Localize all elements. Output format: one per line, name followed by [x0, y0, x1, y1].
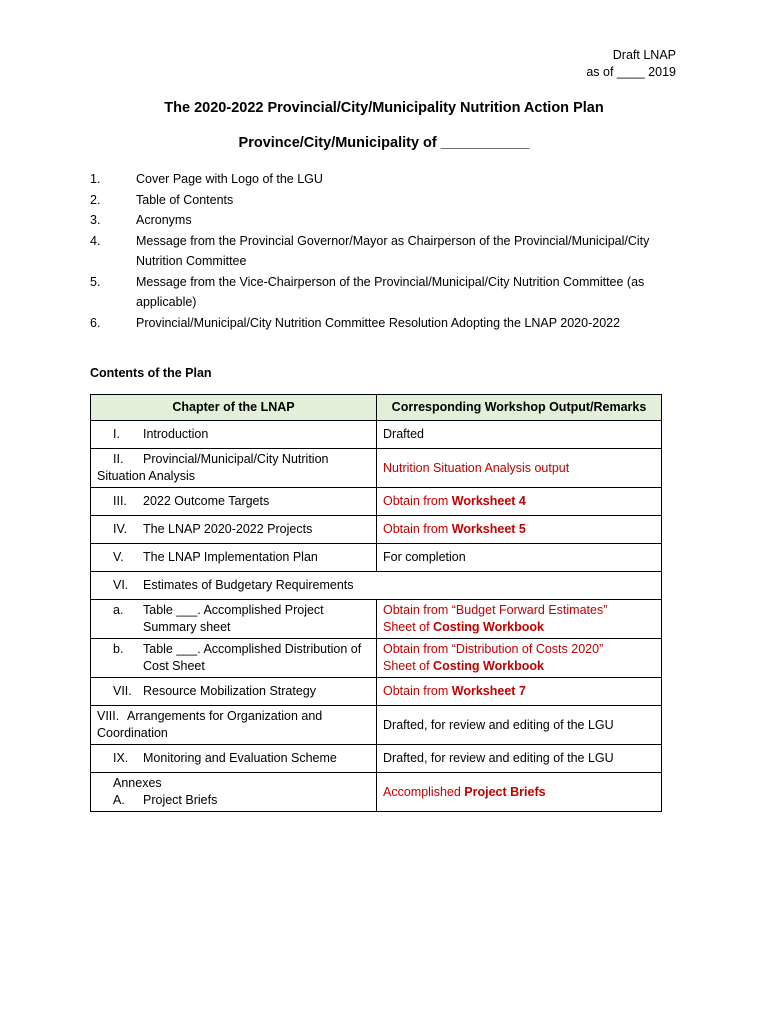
plan-contents-table: [90, 394, 662, 812]
list-text: Message from the Provincial Governor/Mayor as Chairperson of the Provincial/Municipal/City Nutrition Committee: [136, 233, 650, 268]
chapter-title: 2022 Outcome Targets: [143, 494, 270, 508]
remark-text: Nutrition Situation Analysis output: [383, 460, 570, 475]
chapter-cell: [91, 600, 377, 639]
chapter-number: V.: [113, 550, 124, 564]
chapter-cell: [91, 572, 662, 600]
as-of-label: as of ____ 2019: [586, 65, 676, 79]
document-title: The 2020-2022 Provincial/City/Municipality Nutrition Action Plan: [164, 100, 604, 116]
column-header: Chapter of the LNAP: [91, 395, 377, 421]
chapter-title: Monitoring and Evaluation Scheme: [143, 751, 337, 765]
remark-text: For completion: [383, 550, 466, 564]
chapter-title: Resource Mobilization Strategy: [143, 684, 316, 698]
sub-number: A.: [113, 793, 125, 807]
remark-text: Sheet of: [383, 659, 434, 673]
remark-text: Drafted, for review and editing of the LGU: [383, 717, 614, 732]
remark-cell: [377, 516, 662, 544]
remark-emphasis: Costing Workbook: [433, 620, 544, 634]
remark-text: Obtain from: [383, 494, 452, 508]
remark-cell: [377, 706, 662, 745]
chapter-title: Introduction: [143, 427, 209, 441]
list-item: [90, 231, 650, 272]
table-row: [91, 773, 662, 812]
annexes-label: Annexes: [113, 776, 162, 790]
list-number: 5.: [90, 274, 101, 289]
remark-cell: [377, 773, 662, 812]
list-number: 6.: [90, 315, 101, 330]
table-row: [91, 421, 662, 449]
list-item: [90, 169, 650, 190]
table-row: [91, 544, 662, 572]
chapter-cell: [91, 544, 377, 572]
chapter-number: III.: [113, 494, 127, 508]
remark-cell: [377, 544, 662, 572]
column-header: Corresponding Workshop Output/Remarks: [377, 395, 662, 421]
chapter-cell: [91, 488, 377, 516]
chapter-number: I.: [113, 427, 120, 441]
chapter-title-continued: Coordination: [97, 726, 168, 740]
remark-text: Accomplished: [383, 784, 465, 799]
remark-cell: [377, 639, 662, 678]
remark-text: Obtain from: [383, 522, 452, 536]
remark-emphasis: Worksheet 5: [451, 522, 526, 536]
remark-emphasis: Costing Workbook: [433, 659, 544, 673]
chapter-title: The LNAP Implementation Plan: [143, 550, 318, 564]
chapter-title: Provincial/Municipal/City Nutrition: [143, 452, 329, 466]
remark-text: Obtain from: [383, 684, 452, 698]
remark-cell: [377, 488, 662, 516]
remark-text: Drafted, for review and editing of the LGU: [383, 751, 614, 765]
list-text: Message from the Vice-Chairperson of the Provincial/Municipal/City Nutrition Committee (as applicable): [136, 274, 645, 309]
sub-number: a.: [113, 603, 124, 617]
chapter-cell: [91, 678, 377, 706]
sub-number: b.: [113, 642, 124, 656]
remark-text: Drafted: [383, 427, 424, 441]
chapter-title: Table ___. Accomplished Project Summary sheet: [143, 603, 324, 634]
list-text: Acronyms: [136, 213, 192, 227]
document-subtitle: Province/City/Municipality of ___________: [238, 135, 530, 151]
chapter-number: IV.: [113, 522, 128, 536]
remark-cell: [377, 678, 662, 706]
remark-text: Obtain from “Distribution of Costs 2020”: [383, 642, 604, 656]
table-row: [91, 706, 662, 745]
list-text: Table of Contents: [136, 192, 234, 207]
chapter-title: Table ___. Accomplished Distribution of Cost Sheet: [143, 642, 362, 673]
draft-label-block: [586, 47, 676, 81]
table-row: [91, 600, 662, 639]
chapter-number: IX.: [113, 751, 129, 765]
chapter-cell: [91, 516, 377, 544]
chapter-number: VIII.: [97, 709, 120, 723]
table-row: [91, 678, 662, 706]
remark-cell: [377, 600, 662, 639]
chapter-cell: [91, 745, 377, 773]
chapter-number: II.: [113, 452, 124, 466]
list-number: 4.: [90, 233, 101, 248]
remark-emphasis: Worksheet 7: [451, 684, 526, 698]
chapter-title: The LNAP 2020-2022 Projects: [143, 522, 313, 536]
chapter-cell: [91, 421, 377, 449]
chapter-title: Estimates of Budgetary Requirements: [143, 578, 354, 592]
chapter-cell: [91, 706, 377, 745]
chapter-title: Project Briefs: [143, 793, 218, 807]
remark-text: Obtain from “Budget Forward Estimates”: [383, 603, 608, 617]
list-number: 3.: [90, 213, 101, 227]
list-item: [90, 313, 650, 334]
list-item: [90, 210, 650, 231]
remark-cell: [377, 421, 662, 449]
remark-emphasis: Worksheet 4: [451, 494, 526, 508]
front-matter-list: [90, 169, 650, 333]
table-row: [91, 639, 662, 678]
chapter-title-continued: Situation Analysis: [97, 469, 195, 483]
list-item: [90, 190, 650, 211]
chapter-number: VI.: [113, 578, 129, 592]
table-header-row: [91, 395, 662, 421]
chapter-cell: [91, 449, 377, 488]
table-row: [91, 488, 662, 516]
chapter-number: VII.: [113, 684, 132, 698]
table-row: [91, 449, 662, 488]
list-text: Provincial/Municipal/City Nutrition Committee Resolution Adopting the LNAP 2020-2022: [136, 315, 621, 330]
remark-text: Sheet of: [383, 620, 434, 634]
list-item: [90, 272, 650, 313]
table-row: [91, 516, 662, 544]
chapter-cell: [91, 773, 377, 812]
remark-cell: [377, 745, 662, 773]
chapter-cell: [91, 639, 377, 678]
list-number: 2.: [90, 192, 101, 207]
table-row: [91, 572, 662, 600]
list-text: Cover Page with Logo of the LGU: [136, 172, 323, 186]
contents-heading: Contents of the Plan: [90, 366, 212, 380]
draft-label: Draft LNAP: [612, 48, 676, 62]
table-row: [91, 745, 662, 773]
chapter-title: Arrangements for Organization and: [127, 709, 323, 723]
list-number: 1.: [90, 172, 101, 186]
remark-cell: [377, 449, 662, 488]
remark-emphasis: Project Briefs: [464, 784, 546, 799]
